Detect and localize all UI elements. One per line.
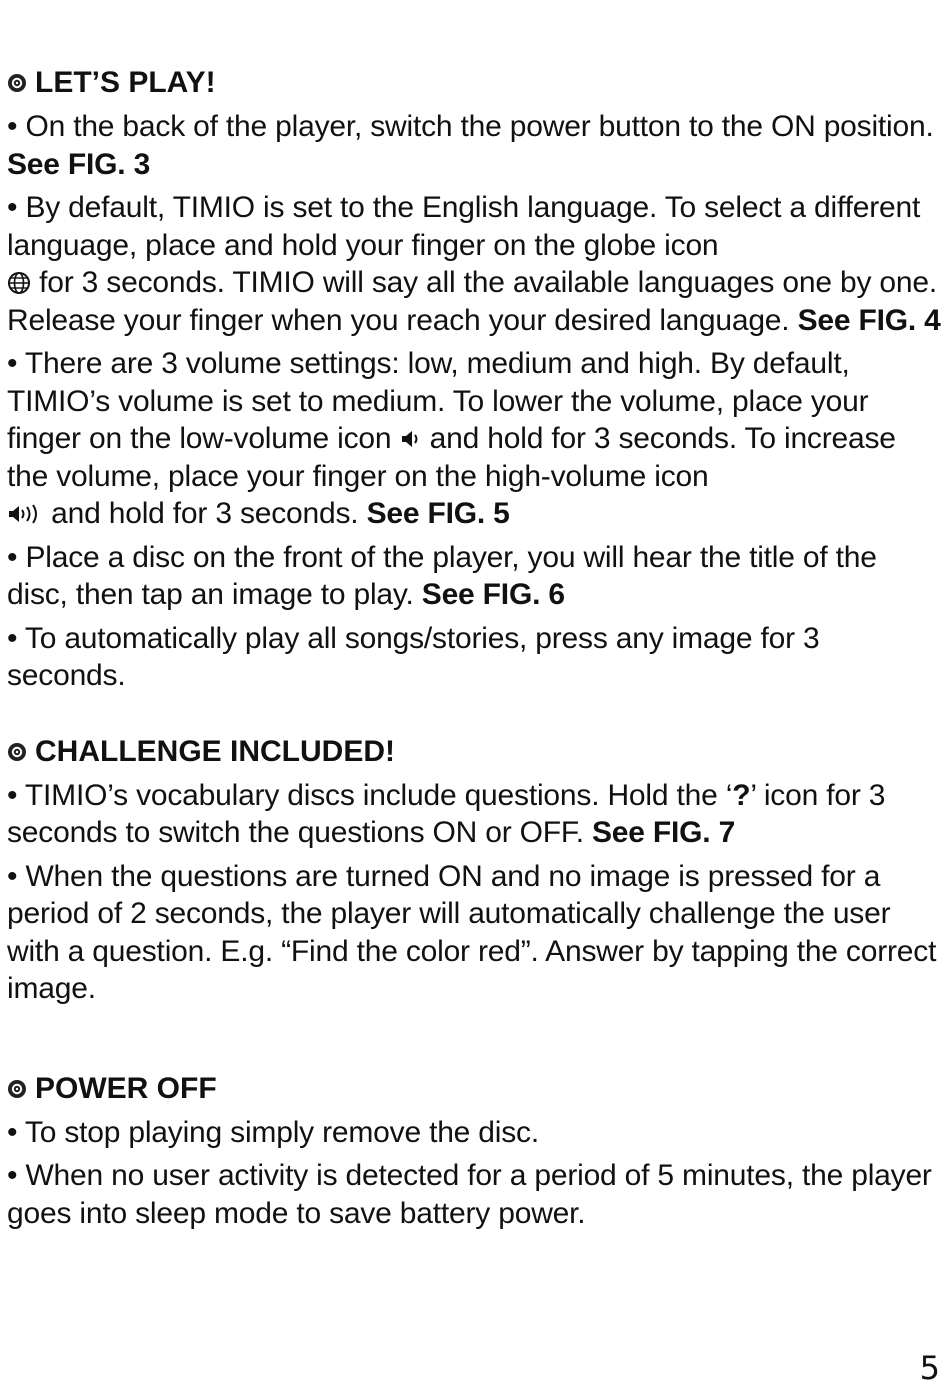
figure-reference: See FIG. 6: [421, 578, 565, 611]
low-volume-icon: [400, 427, 422, 451]
disc-icon: [7, 1079, 27, 1099]
paragraph-autoplay: • To automatically play all songs/stories, press any image for 3 seconds.: [7, 621, 820, 692]
figure-reference: See FIG. 3: [7, 147, 151, 181]
figure-reference: See FIG. 5: [366, 497, 510, 530]
heading-text: LET’S PLAY!: [35, 66, 216, 99]
heading-text: CHALLENGE INCLUDED!: [35, 734, 395, 768]
section-heading-lets-play: [7, 64, 942, 102]
paragraph-power-on: • On the back of the player, switch the power button to the ON position. See FIG. 3: [7, 110, 934, 181]
question-mark-icon: ?: [732, 778, 751, 812]
section-heading-challenge: [7, 733, 942, 771]
high-volume-icon: [7, 502, 43, 526]
figure-reference: See FIG. 4: [797, 303, 941, 337]
disc-icon: [7, 742, 27, 762]
figure-reference: See FIG. 7: [591, 816, 736, 849]
paragraph-stop-playing: • To stop playing simply remove the disc.: [7, 1115, 539, 1149]
manual-page: [7, 64, 942, 1232]
paragraph-volume: • There are 3 volume settings: low, medium and high. By default, TIMIO’s volume is set to medium. To lower the volume, place your finger on the low-volume icon and hold for 3 seconds. To increase the volume, place your finger on the high-volume icon and hold for 3 seconds. See FIG. 5: [7, 347, 896, 530]
heading-text: POWER OFF: [35, 1071, 217, 1105]
disc-icon: [7, 73, 27, 93]
globe-icon: [7, 271, 31, 295]
paragraph-place-disc: • Place a disc on the front of the player, you will hear the title of the disc, then tap an image to play. See FIG. 6: [7, 540, 877, 611]
paragraph-language: • By default, TIMIO is set to the English language. To select a different language, place and hold your finger on the globe icon for 3 seconds. TIMIO will say all the available languages one by one. Release your finger when you reach your desired language. See FIG. 4: [7, 191, 941, 337]
page-number: 5: [919, 1349, 940, 1387]
paragraph-questions: • TIMIO’s vocabulary discs include questions. Hold the ‘?’ icon for 3 seconds to switch the questions ON or OFF. See FIG. 7: [7, 778, 886, 849]
paragraph-auto-challenge: • When the questions are turned ON and no image is pressed for a period of 2 seconds, the player will automatically challenge the user with a question. E.g. “Find the color red”. Answer by tapping the correct image.: [7, 859, 937, 1005]
section-heading-power-off: [7, 1070, 942, 1108]
paragraph-sleep-mode: • When no user activity is detected for a period of 5 minutes, the player goes into sleep mode to save battery power.: [7, 1159, 932, 1230]
